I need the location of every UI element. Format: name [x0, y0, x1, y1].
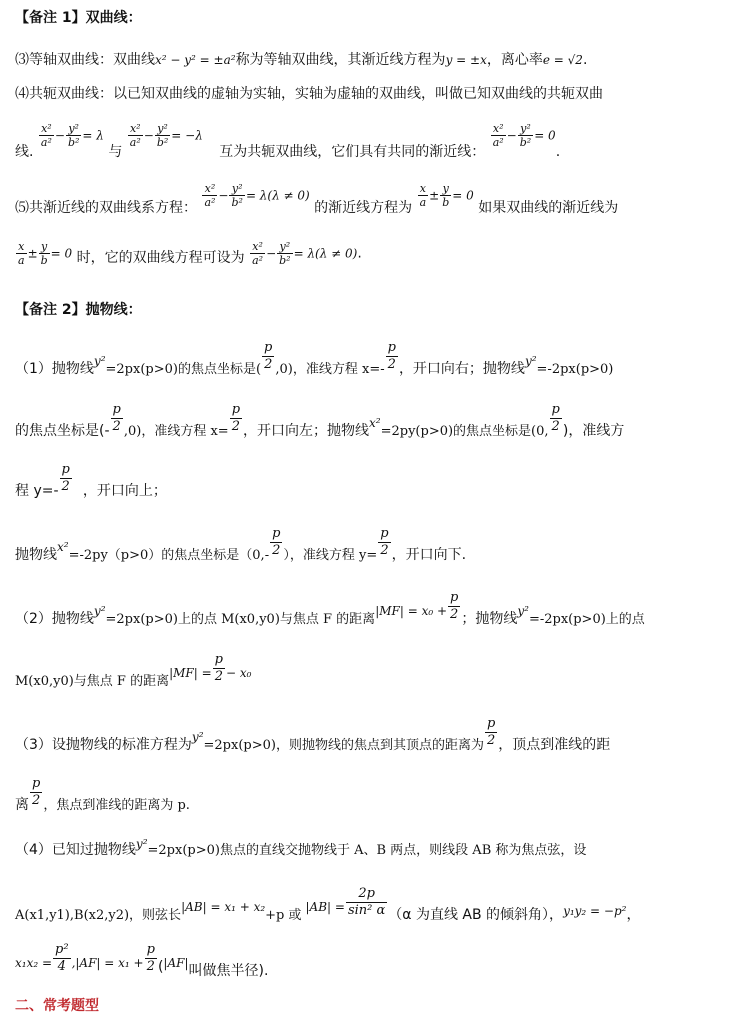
fraction — [60, 462, 72, 495]
numerator: p — [272, 526, 281, 541]
op-minus: − — [506, 128, 517, 143]
fraction — [491, 122, 506, 149]
item5-mid: 的渐近线方程为 — [314, 199, 413, 216]
denominator: a² — [129, 136, 141, 149]
denominator: 2 — [380, 543, 389, 558]
eq-tail: = 0 — [452, 188, 474, 203]
fraction — [270, 526, 282, 559]
numerator: p — [380, 526, 389, 541]
item3-equation: x² − y² = ±a² — [155, 53, 236, 67]
denominator: 2 — [32, 793, 41, 808]
item4-line2 — [15, 122, 561, 160]
text: +p 或 — [265, 907, 302, 923]
p3-line2 — [15, 776, 190, 813]
fraction — [346, 886, 387, 919]
text: （α 为直线 AB 的倾斜角）， — [388, 906, 564, 923]
p4-line1 — [15, 837, 587, 861]
x-squared: x² — [57, 539, 69, 554]
mf-tail: − x₀ — [226, 665, 252, 680]
fraction — [518, 122, 533, 149]
y-squared: y² — [517, 603, 529, 618]
fraction — [448, 590, 460, 623]
fraction — [378, 526, 390, 559]
numerator: y² — [518, 122, 533, 136]
y1y2-formula: y₁y₂ = −p² — [563, 903, 627, 918]
numerator: y — [440, 182, 451, 196]
fraction — [229, 182, 244, 209]
denominator: b² — [67, 136, 80, 149]
text: ，顶点到准线的距 — [498, 736, 611, 753]
af-symbol: |AF| — [163, 955, 189, 970]
fraction — [202, 182, 217, 209]
text: ， — [626, 906, 641, 923]
y-squared: y² — [191, 729, 204, 744]
numerator: x² — [250, 240, 265, 254]
fraction — [440, 182, 451, 209]
item3-mid: 称为等轴双曲线，其渐近线方程为 — [235, 52, 446, 68]
denominator: b — [442, 196, 450, 209]
text: 抛物线 — [15, 546, 57, 563]
denominator: b² — [156, 136, 169, 149]
text: =2px(p>0)上的点 M(x0,y0)与焦点 F 的距离 — [105, 611, 376, 627]
numerator: p — [551, 402, 560, 417]
denominator: 2 — [112, 419, 121, 434]
denominator: b² — [231, 196, 243, 209]
text: =2px(p>0)，则抛物线的焦点到其顶点的距离为 — [203, 737, 484, 753]
text: ，开口向上； — [82, 482, 167, 499]
denominator: 2 — [551, 419, 560, 434]
op-pm: ± — [27, 246, 38, 261]
item4-end: . — [555, 143, 561, 160]
note2-title: 【备注 2】抛物线： — [15, 302, 142, 318]
numerator: y — [39, 240, 50, 254]
text: =2py(p>0)的焦点坐标是(0, — [380, 423, 549, 439]
text: 程 y=- — [15, 482, 59, 499]
p1-line2 — [15, 402, 625, 439]
op-minus: − — [54, 128, 65, 143]
text: =2px(p>0)的焦点坐标是( — [105, 361, 262, 377]
item4-pre: 线. — [15, 143, 34, 160]
p4-line2 — [15, 886, 641, 923]
text: （2）抛物线 — [15, 610, 94, 627]
fraction — [16, 240, 27, 267]
fraction — [277, 240, 292, 267]
numerator: x² — [202, 182, 217, 196]
item3-end: . — [582, 52, 588, 68]
ab-formula-2: |AB| = — [305, 899, 345, 914]
fraction — [30, 776, 42, 809]
text: ( — [157, 958, 164, 975]
fraction — [418, 182, 429, 209]
x-squared: x² — [369, 415, 381, 430]
af-formula: ,|AF| = x₁ + — [71, 955, 144, 970]
text: 的焦点坐标是(- — [15, 422, 110, 439]
item3-prefix: ⑶等轴双曲线：双曲线 — [15, 52, 155, 68]
text: （3）设抛物线的标准方程为 — [15, 736, 192, 753]
fraction — [213, 652, 225, 685]
text: ,0)，准线方程 x= — [123, 423, 229, 439]
numerator: p — [32, 776, 41, 791]
p1-line1 — [15, 340, 614, 377]
numerator: p — [61, 462, 70, 477]
p1-line4 — [15, 526, 467, 563]
op-minus: − — [218, 188, 229, 203]
numerator: y² — [277, 240, 292, 254]
text: =-2px(p>0) — [536, 361, 614, 377]
numerator: 2p — [346, 886, 387, 903]
numerator: p — [112, 402, 121, 417]
y-squared: y² — [524, 353, 537, 368]
numerator: p — [214, 652, 223, 667]
denominator: a² — [40, 136, 52, 149]
numerator: x² — [491, 122, 506, 136]
item5-prefix: ⑸共渐近线的双曲线系方程： — [15, 199, 197, 216]
fraction — [230, 402, 242, 435]
denominator: 2 — [264, 357, 273, 372]
mf-formula: |MF| = x₀ + — [375, 603, 448, 618]
denominator: a² — [204, 196, 216, 209]
item5-l2-mid: 时，它的双曲线方程可设为 — [76, 249, 245, 266]
text: ，开口向下. — [391, 546, 467, 563]
item5-end: . — [357, 245, 362, 262]
text: 离 — [15, 796, 29, 813]
denominator: 2 — [486, 733, 496, 748]
denominator: 2 — [272, 543, 281, 558]
item4-conj: 与 — [108, 143, 123, 160]
denominator: 2 — [146, 959, 155, 974]
fraction — [155, 122, 170, 149]
eq-tail: = λ(λ ≠ 0) — [245, 188, 310, 203]
text: A(x1,y1),B(x2,y2)，则弦长 — [15, 907, 182, 923]
numerator: p — [387, 340, 396, 355]
denominator: b — [40, 254, 48, 267]
fraction — [145, 942, 157, 975]
fraction — [39, 240, 50, 267]
text: （4）已知过抛物线 — [15, 842, 136, 858]
p2-line1 — [15, 590, 645, 627]
fraction — [39, 122, 54, 149]
numerator: p — [264, 340, 273, 355]
numerator: p² — [55, 942, 69, 957]
text: =2px(p>0)焦点的直线交抛物线于 A、B 两点，则线段 AB 称为焦点弦，设 — [147, 843, 587, 858]
numerator: y² — [229, 182, 244, 196]
numerator: x² — [39, 122, 54, 136]
ab-formula: |AB| = x₁ + x₂ — [181, 899, 266, 914]
denominator: a — [18, 254, 25, 267]
item3-tail: ，离心率 — [486, 52, 543, 68]
denominator: 2 — [387, 357, 396, 372]
text: =-2px(p>0)上的点 — [528, 611, 645, 627]
mf-formula: |MF| = — [169, 665, 212, 680]
eq-tail: = −λ — [171, 128, 203, 143]
text: ），准线方程 y= — [283, 547, 378, 563]
item4-line1: ⑷共轭双曲线：以已知双曲线的虚轴为实轴，实轴为虚轴的双曲线，叫做已知双曲线的共轭双曲 — [15, 86, 603, 102]
text: ；抛物线 — [461, 610, 518, 627]
fraction — [262, 340, 274, 373]
numerator: p — [146, 942, 155, 957]
x1x2-formula: x₁x₂ = — [15, 955, 53, 970]
fraction — [250, 240, 265, 267]
section-heading: 二、常考题型 — [15, 998, 99, 1014]
op-pm: ± — [429, 188, 440, 203]
eq-tail: = λ(λ ≠ 0) — [293, 246, 358, 261]
denominator: a² — [492, 136, 504, 149]
fraction — [550, 402, 562, 435]
denominator: 2 — [231, 419, 240, 434]
eq-tail: = 0 — [50, 246, 73, 261]
item4-mid: 互为共轭双曲线，它们具有共同的渐近线： — [219, 143, 486, 160]
fraction — [128, 122, 143, 149]
item3-eccentricity: e = √2 — [542, 53, 583, 67]
item5-line2 — [15, 240, 362, 267]
y-squared: y² — [93, 353, 106, 368]
fraction — [485, 716, 497, 749]
denominator: 2 — [214, 669, 223, 684]
numerator: p — [231, 402, 241, 417]
p1-line3 — [15, 462, 167, 499]
denominator: b² — [279, 254, 291, 267]
item3-line — [15, 50, 587, 70]
text: M(x0,y0)与焦点 F 的距离 — [15, 673, 170, 689]
numerator: x — [16, 240, 27, 254]
op-minus: − — [143, 128, 154, 143]
note1-title: 【备注 1】双曲线： — [15, 10, 142, 26]
fraction — [386, 340, 398, 373]
denominator: 2 — [450, 607, 459, 622]
denominator: a² — [252, 254, 264, 267]
eq-tail: = 0 — [534, 128, 556, 143]
op-minus: − — [266, 246, 277, 261]
text: )，准线方 — [562, 422, 625, 439]
eq-tail: = λ — [82, 128, 104, 143]
text: ，开口向左；抛物线 — [243, 422, 370, 439]
text: ,0)，准线方程 x=- — [275, 361, 385, 377]
item5-line1 — [15, 182, 619, 216]
fraction — [66, 122, 81, 149]
p2-line2 — [15, 652, 252, 689]
denominator: sin² α — [347, 903, 386, 918]
text: 叫做焦半径). — [188, 962, 269, 979]
denominator: a — [419, 196, 427, 209]
numerator: x — [418, 182, 429, 196]
y-squared: y² — [93, 603, 106, 618]
numerator: y² — [66, 122, 81, 136]
text: ，开口向右；抛物线 — [398, 360, 525, 377]
denominator: b² — [519, 136, 532, 149]
text: =-2py（p>0）的焦点坐标是（0,- — [68, 547, 270, 563]
text: （1）抛物线 — [15, 360, 94, 377]
p4-line3 — [15, 942, 269, 979]
fraction — [53, 942, 71, 975]
denominator: 4 — [57, 959, 66, 974]
numerator: p — [486, 716, 496, 731]
denominator: 2 — [61, 479, 70, 494]
item3-asymptote: y = ±x — [445, 53, 487, 67]
item5-tail: 如果双曲线的渐近线为 — [478, 199, 619, 216]
fraction — [111, 402, 123, 435]
y-squared: y² — [135, 837, 148, 851]
numerator: y² — [155, 122, 170, 136]
numerator: p — [450, 590, 459, 605]
text: ，焦点到准线的距离为 p. — [43, 797, 190, 813]
p3-line1 — [15, 716, 611, 753]
numerator: x² — [128, 122, 143, 136]
